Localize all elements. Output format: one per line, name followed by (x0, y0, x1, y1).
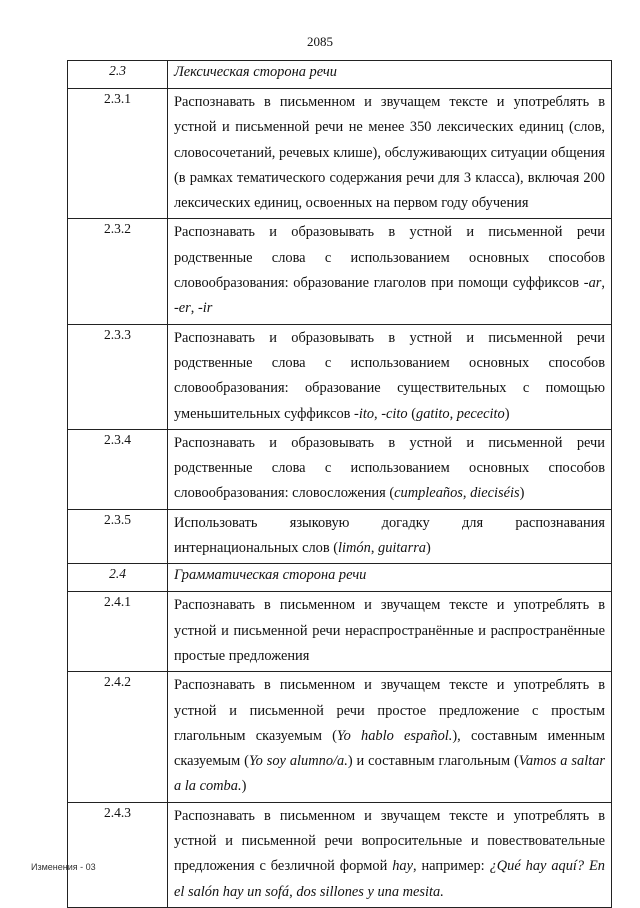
table-row (68, 429, 612, 509)
item-description (168, 509, 612, 564)
text-fragment: ) и составным глагольным ( (347, 753, 519, 770)
footer-note: Изменения - 03 (31, 862, 96, 872)
page-number: 2085 (307, 34, 333, 49)
text-fragment: , (370, 540, 379, 557)
italic-text-fragment: guitarra (378, 540, 426, 557)
italic-text-fragment: ¿Qué hay aquí? En el salón hay un sofá, dos sillones y una mesita. (174, 858, 605, 900)
text-fragment: ) (504, 405, 510, 422)
text-fragment: Распознавать и образовывать в устной и письменной речи родственные слова с использованием основных способов словообразования: образование существительных с помощью уменьшительных суффиксов (174, 329, 605, 422)
item-code: 2.3.2 (68, 219, 168, 324)
item-code: 2.4.1 (68, 592, 168, 672)
text-fragment: ) (241, 778, 247, 795)
text-fragment: Распознавать в письменном и звучащем тексте и употреблять в устной и письменной речи простое предложение с простым глагольным сказуемым ( (174, 677, 605, 744)
item-code: 2.4.3 (68, 802, 168, 907)
italic-text-fragment: dieciséis (470, 485, 520, 502)
text-fragment: Распознавать в письменном и звучащем тексте и употреблять в устной и письменной речи не менее 350 лексических единиц (слов, словосочетаний, речевых клише), обслуживающих ситуации общения (в рамках тематического содержания речи для 3 класса), включая 200 лексических единиц, освоенных на первом году обучения (174, 94, 605, 212)
item-description (168, 429, 612, 509)
text-fragment: Распознавать в письменном и звучащем тексте и употреблять в устной и письменной речи вопросительные и повествовательные предложения с безличной формой (174, 807, 605, 875)
item-description (168, 89, 612, 219)
item-code: 2.3 (68, 61, 168, 89)
item-description (168, 802, 612, 907)
italic-text-fragment: -ar (583, 275, 602, 292)
table-row (68, 219, 612, 324)
italic-text-fragment: -ito (354, 405, 375, 422)
text-fragment: ) (426, 540, 431, 557)
item-code: 2.3.5 (68, 509, 168, 564)
item-description (168, 672, 612, 802)
section-title: Грамматическая сторона речи (168, 564, 612, 592)
table-row (68, 509, 612, 564)
italic-text-fragment: Yo hablo español. (336, 727, 453, 744)
table-row (68, 592, 612, 672)
item-description (168, 592, 612, 672)
text-fragment: ( (407, 405, 416, 422)
text-fragment: Использовать языковую догадку для распознавания интернациональных слов ( (174, 514, 605, 557)
text-fragment: Распознавать в письменном и звучащем тексте и употреблять в устной и письменной речи нераспространённые и распространённые простые предложения (174, 597, 605, 664)
item-code: 2.3.1 (68, 89, 168, 219)
item-code: 2.4.2 (68, 672, 168, 802)
item-code: 2.3.4 (68, 429, 168, 509)
italic-text-fragment: limón (338, 540, 371, 557)
table-row (68, 324, 612, 429)
text-fragment: Распознавать и образовывать в устной и письменной речи родственные слова с использованием основных способов словообразования: словосложения ( (174, 434, 605, 502)
italic-text-fragment: Yo soy alumno/a. (248, 753, 348, 770)
text-fragment: , (449, 405, 457, 422)
italic-text-fragment: cumpleaños (394, 485, 463, 502)
text-fragment: Распознавать и образовывать в устной и письменной речи родственные слова с использованием основных способов словообразования: образование глаголов при помощи суффиксов (174, 224, 605, 292)
italic-text-fragment: Vamos a saltar a la comba. (174, 753, 606, 795)
table-row (68, 672, 612, 802)
text-fragment: , (190, 300, 198, 317)
table-row (68, 89, 612, 219)
text-fragment: ), составным именным сказуемым ( (174, 727, 605, 770)
requirements-table (67, 60, 612, 908)
requirements-table-body (68, 61, 612, 908)
text-fragment: , (462, 485, 471, 502)
section-title: Лексическая сторона речи (168, 61, 612, 89)
item-code: 2.4 (68, 564, 168, 592)
italic-text-fragment: pececito (456, 405, 505, 422)
italic-text-fragment: hay (392, 858, 413, 875)
text-fragment: , (601, 275, 605, 292)
italic-text-fragment: gatito (416, 405, 450, 422)
text-fragment: , (374, 405, 382, 422)
item-description (168, 324, 612, 429)
section-row (68, 61, 612, 89)
section-row (68, 564, 612, 592)
italic-text-fragment: -er (174, 300, 191, 317)
text-fragment: ) (519, 485, 525, 502)
text-fragment: , например: (412, 858, 490, 875)
item-code: 2.3.3 (68, 324, 168, 429)
italic-text-fragment: -cito (381, 405, 408, 422)
italic-text-fragment: -ir (197, 300, 213, 317)
item-description (168, 219, 612, 324)
table-row (68, 802, 612, 907)
